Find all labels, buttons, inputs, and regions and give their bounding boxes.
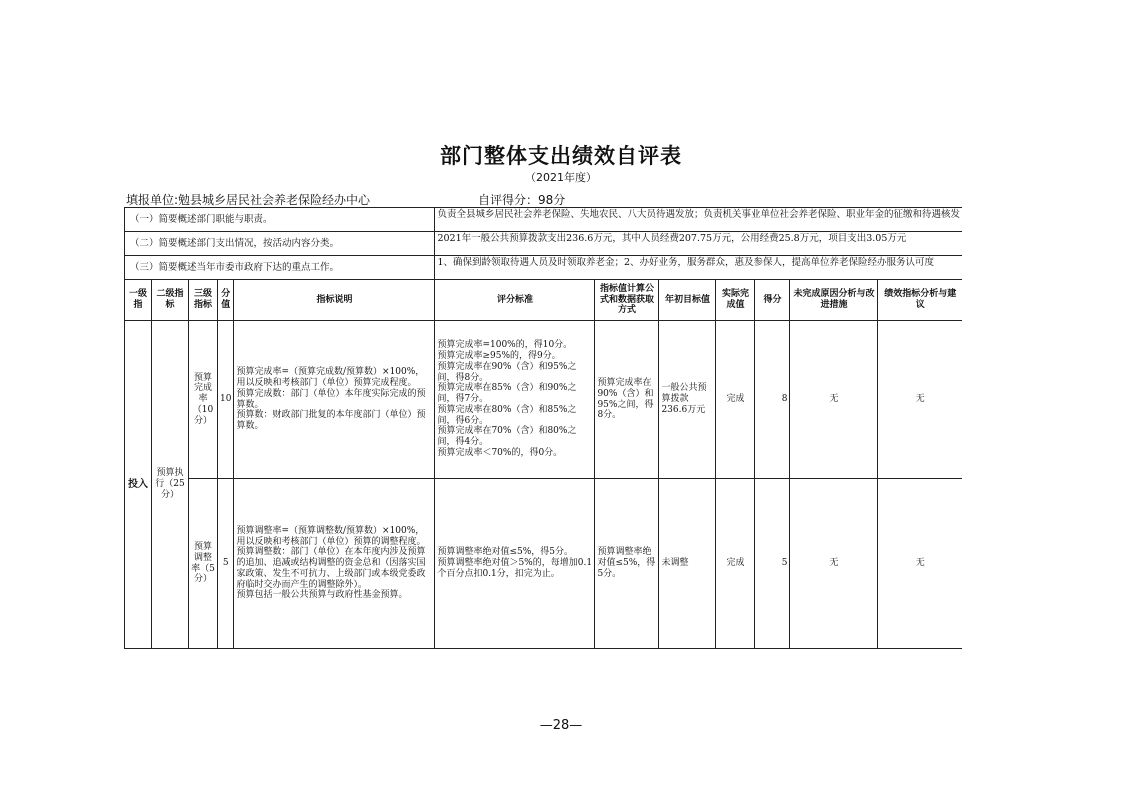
formula-cell: 预算调整率绝对值≤5%，得5分。 bbox=[595, 479, 659, 649]
weight-cell: 5 bbox=[218, 479, 234, 649]
header-row bbox=[125, 280, 962, 321]
reason-cell: 无 bbox=[790, 321, 878, 479]
score-cell: 5 bbox=[755, 479, 790, 649]
level2-cell: 预算执行（25分） bbox=[152, 321, 189, 649]
criteria-cell: 预算调整率绝对值≤5%，得5分。 预算调整率绝对值＞5%的，每增加0.1个百分点扣0.1分，扣完为止。 bbox=[435, 479, 595, 649]
formula-cell: 预算完成率在90%（含）和95%之间，得8分。 bbox=[595, 321, 659, 479]
header-score: 得分 bbox=[755, 280, 790, 321]
actual-cell: 完成 bbox=[716, 479, 755, 649]
header-target: 年初目标值 bbox=[659, 280, 716, 321]
table-row bbox=[125, 321, 962, 479]
header-formula: 指标值计算公式和数据获取方式 bbox=[595, 280, 659, 321]
analysis-cell: 无 bbox=[878, 479, 962, 649]
description-cell: 预算完成率=（预算完成数/预算数）×100%，用以反映和考核部门（单位）预算完成程度。 预算完成数：部门（单位）本年度实际完成的预算数。 预算数：财政部门批复的本年度部门（单位）预算数。 bbox=[234, 321, 435, 479]
score-cell: 8 bbox=[755, 321, 790, 479]
header-level2: 二级指标 bbox=[152, 280, 189, 321]
header-reason: 未完成原因分析与改进措施 bbox=[790, 280, 878, 321]
header-weight: 分值 bbox=[218, 280, 234, 321]
summary-text: 负责全县城乡居民社会养老保险、失地农民、八大员待遇发放；负责机关事业单位社会养老保险、职业年金的征缴和待遇核发 bbox=[435, 208, 962, 232]
summary-row bbox=[125, 208, 962, 232]
level1-cell: 投入 bbox=[125, 321, 152, 649]
performance-table bbox=[124, 207, 962, 649]
summary-text: 1、确保到龄领取待遇人员及时领取养老金；2、办好业务，服务群众，惠及参保人，提高单位养老保险经办服务认可度 bbox=[435, 256, 962, 280]
header-description: 指标说明 bbox=[234, 280, 435, 321]
target-cell: 一般公共预算拨款236.6万元 bbox=[659, 321, 716, 479]
criteria-cell: 预算完成率=100%的，得10分。 预算完成率≥95%的，得9分。 预算完成率在90%（含）和95%之间，得8分。 预算完成率在85%（含）和90%之间，得7分。 预算完成率在80%（含）和85%之间，得6分。 预算完成率在70%（含）和80%之间，得4分。 预算完成率＜70%的，得0分。 bbox=[435, 321, 595, 479]
weight-cell: 10 bbox=[218, 321, 234, 479]
summary-row bbox=[125, 232, 962, 256]
header-actual: 实际完成值 bbox=[716, 280, 755, 321]
reporting-unit: 填报单位:勉县城乡居民社会养老保险经办中心 bbox=[126, 193, 371, 207]
header-level3: 三级指标 bbox=[189, 280, 218, 321]
summary-text: 2021年一般公共预算拨款支出236.6万元，其中人员经费207.75万元，公用经费25.8万元，项目支出3.05万元 bbox=[435, 232, 962, 256]
page-title: 部门整体支出绩效自评表 bbox=[440, 144, 682, 168]
header-criteria: 评分标准 bbox=[435, 280, 595, 321]
self-score: 自评得分：98分 bbox=[478, 193, 566, 207]
actual-cell: 完成 bbox=[716, 321, 755, 479]
report-year: （2021年度） bbox=[525, 171, 597, 184]
page-number: —28— bbox=[539, 718, 583, 733]
summary-label: （二）简要概述部门支出情况，按活动内容分类。 bbox=[125, 232, 435, 256]
target-cell: 未调整 bbox=[659, 479, 716, 649]
reason-cell: 无 bbox=[790, 479, 878, 649]
summary-label: （三）简要概述当年市委市政府下达的重点工作。 bbox=[125, 256, 435, 280]
summary-row bbox=[125, 256, 962, 280]
header-level1: 一级指 bbox=[125, 280, 152, 321]
level3-cell: 预算调整率（5分） bbox=[189, 479, 218, 649]
level3-cell: 预算完成率（10分） bbox=[189, 321, 218, 479]
summary-label: （一）简要概述部门职能与职责。 bbox=[125, 208, 435, 232]
table-row bbox=[125, 479, 962, 649]
analysis-cell: 无 bbox=[878, 321, 962, 479]
description-cell: 预算调整率=（预算调整数/预算数）×100%，用以反映和考核部门（单位）预算的调整程度。 预算调整数：部门（单位）在本年度内涉及预算的追加、追减或结构调整的资金总和（因落实国家政策、发生不可抗力、上级部门或本级党委政府临时交办而产生的调整除外）。 预算包括一般公共预算与政府性基金预算。 bbox=[234, 479, 435, 649]
header-analysis: 绩效指标分析与建议 bbox=[878, 280, 962, 321]
